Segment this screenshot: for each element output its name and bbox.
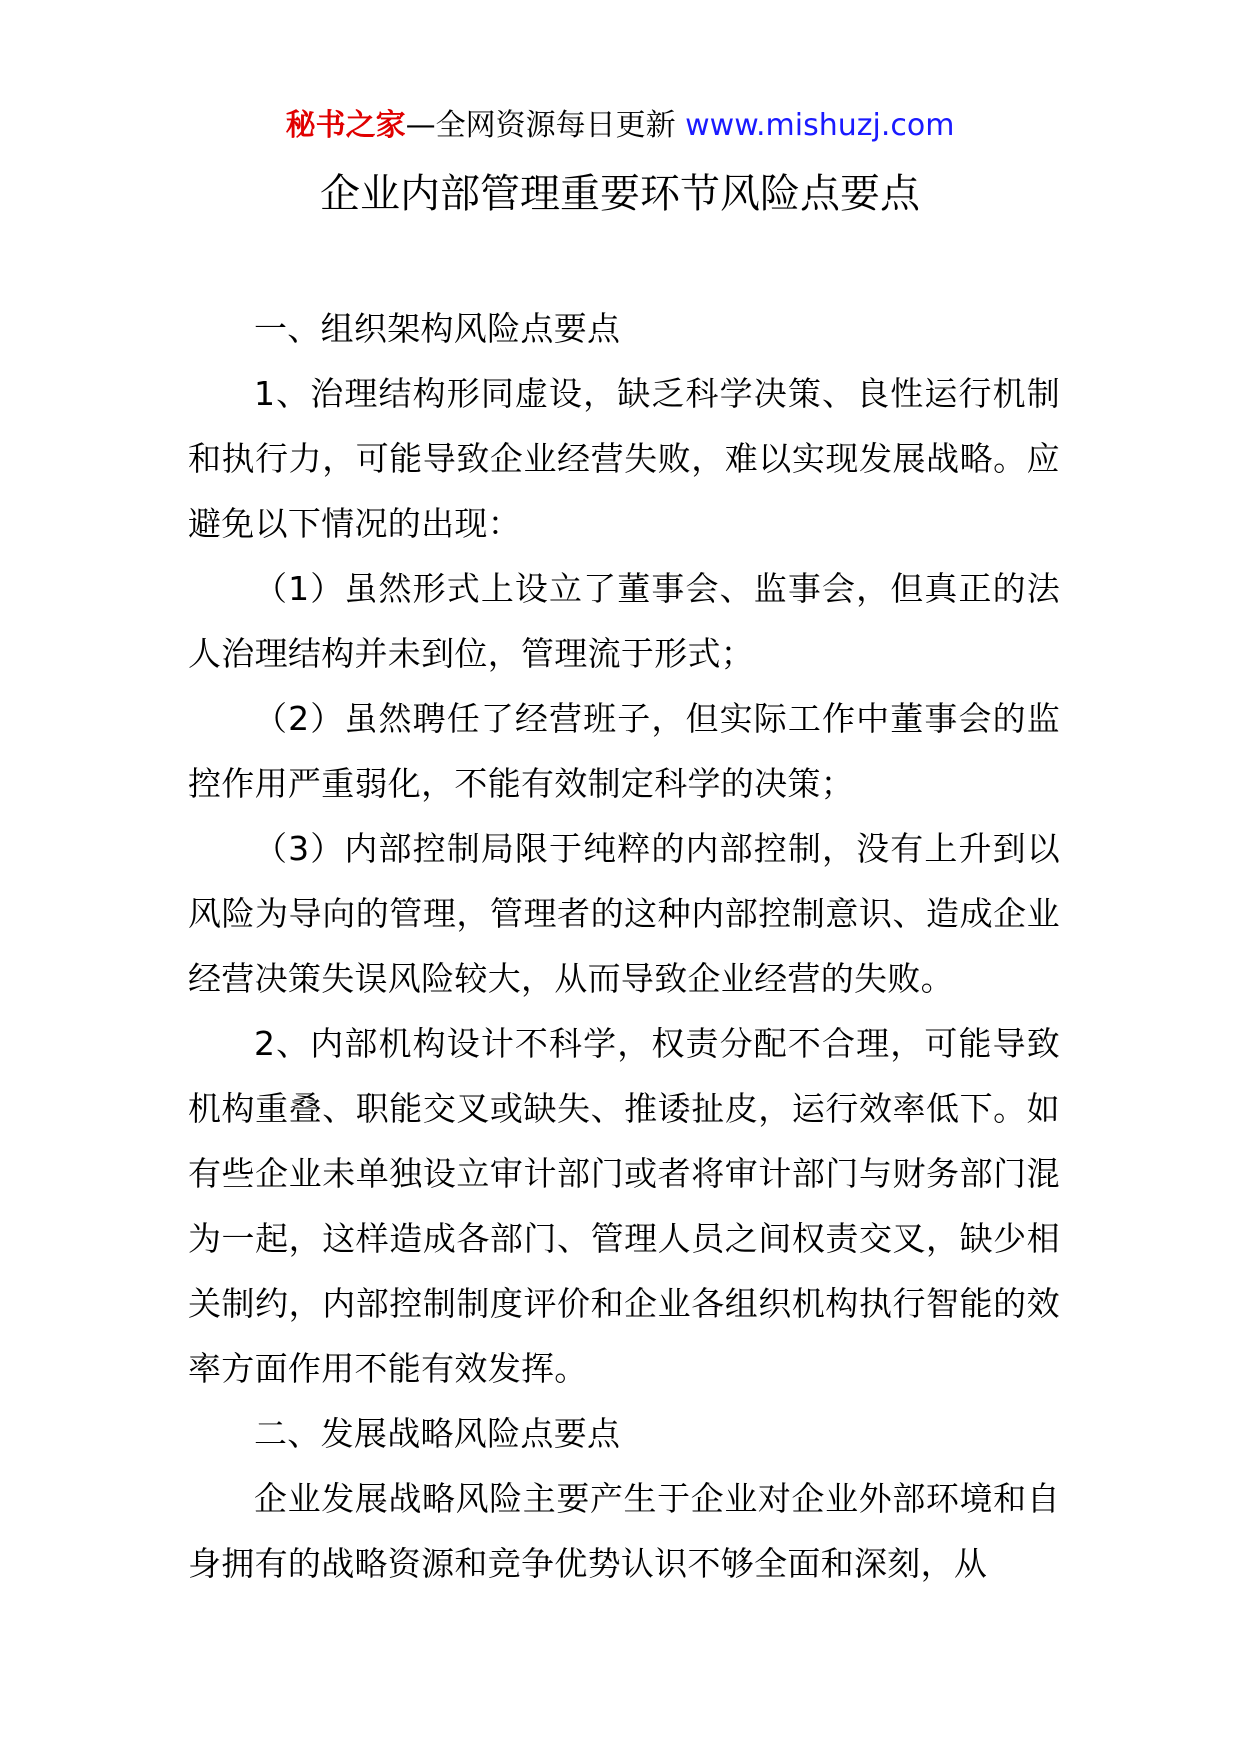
paragraph-governance: 1、治理结构形同虚设，缺乏科学决策、良性运行机制和执行力，可能导致企业经营失败，难以实现发展战略。应避免以下情况的出现： xyxy=(188,374,1060,543)
section-heading-organization: 一、组织架构风险点要点 xyxy=(254,309,621,348)
paragraph-item-3: （3）内部控制局限于纯粹的内部控制，没有上升到以风险为导向的管理，管理者的这种内部控制意识、造成企业经营决策失误风险较大，从而导致企业经营的失败。 xyxy=(188,829,1060,998)
brand-name: 秘书之家 xyxy=(285,108,406,143)
website-link[interactable]: www.mishuzj.com xyxy=(685,108,955,143)
header-tagline: —全网资源每日更新 xyxy=(405,108,676,143)
paragraph-item-1: （1）虽然形式上设立了董事会、监事会，但真正的法人治理结构并未到位，管理流于形式； xyxy=(188,569,1060,673)
document-title: 企业内部管理重要环节风险点要点 xyxy=(320,171,920,217)
document-body xyxy=(188,296,1060,1596)
section-heading-strategy: 二、发展战略风险点要点 xyxy=(254,1414,621,1453)
paragraph-item-2: （2）虽然聘任了经营班子，但实际工作中董事会的监控作用严重弱化，不能有效制定科学的决策； xyxy=(188,699,1060,803)
paragraph-strategy-risk: 企业发展战略风险主要产生于企业对企业外部环境和自身拥有的战略资源和竞争优势认识不够全面和深刻，从 xyxy=(188,1479,1060,1583)
paragraph-internal-structure: 2、内部机构设计不科学，权责分配不合理，可能导致机构重叠、职能交叉或缺失、推诿扯皮，运行效率低下。如有些企业未单独设立审计部门或者将审计部门与财务部门混为一起，这样造成各部门、管理人员之间权责交叉，缺少相关制约，内部控制制度评价和企业各组织机构执行智能的效率方面作用不能有效发挥。 xyxy=(188,1024,1060,1388)
header-banner xyxy=(0,104,1240,148)
